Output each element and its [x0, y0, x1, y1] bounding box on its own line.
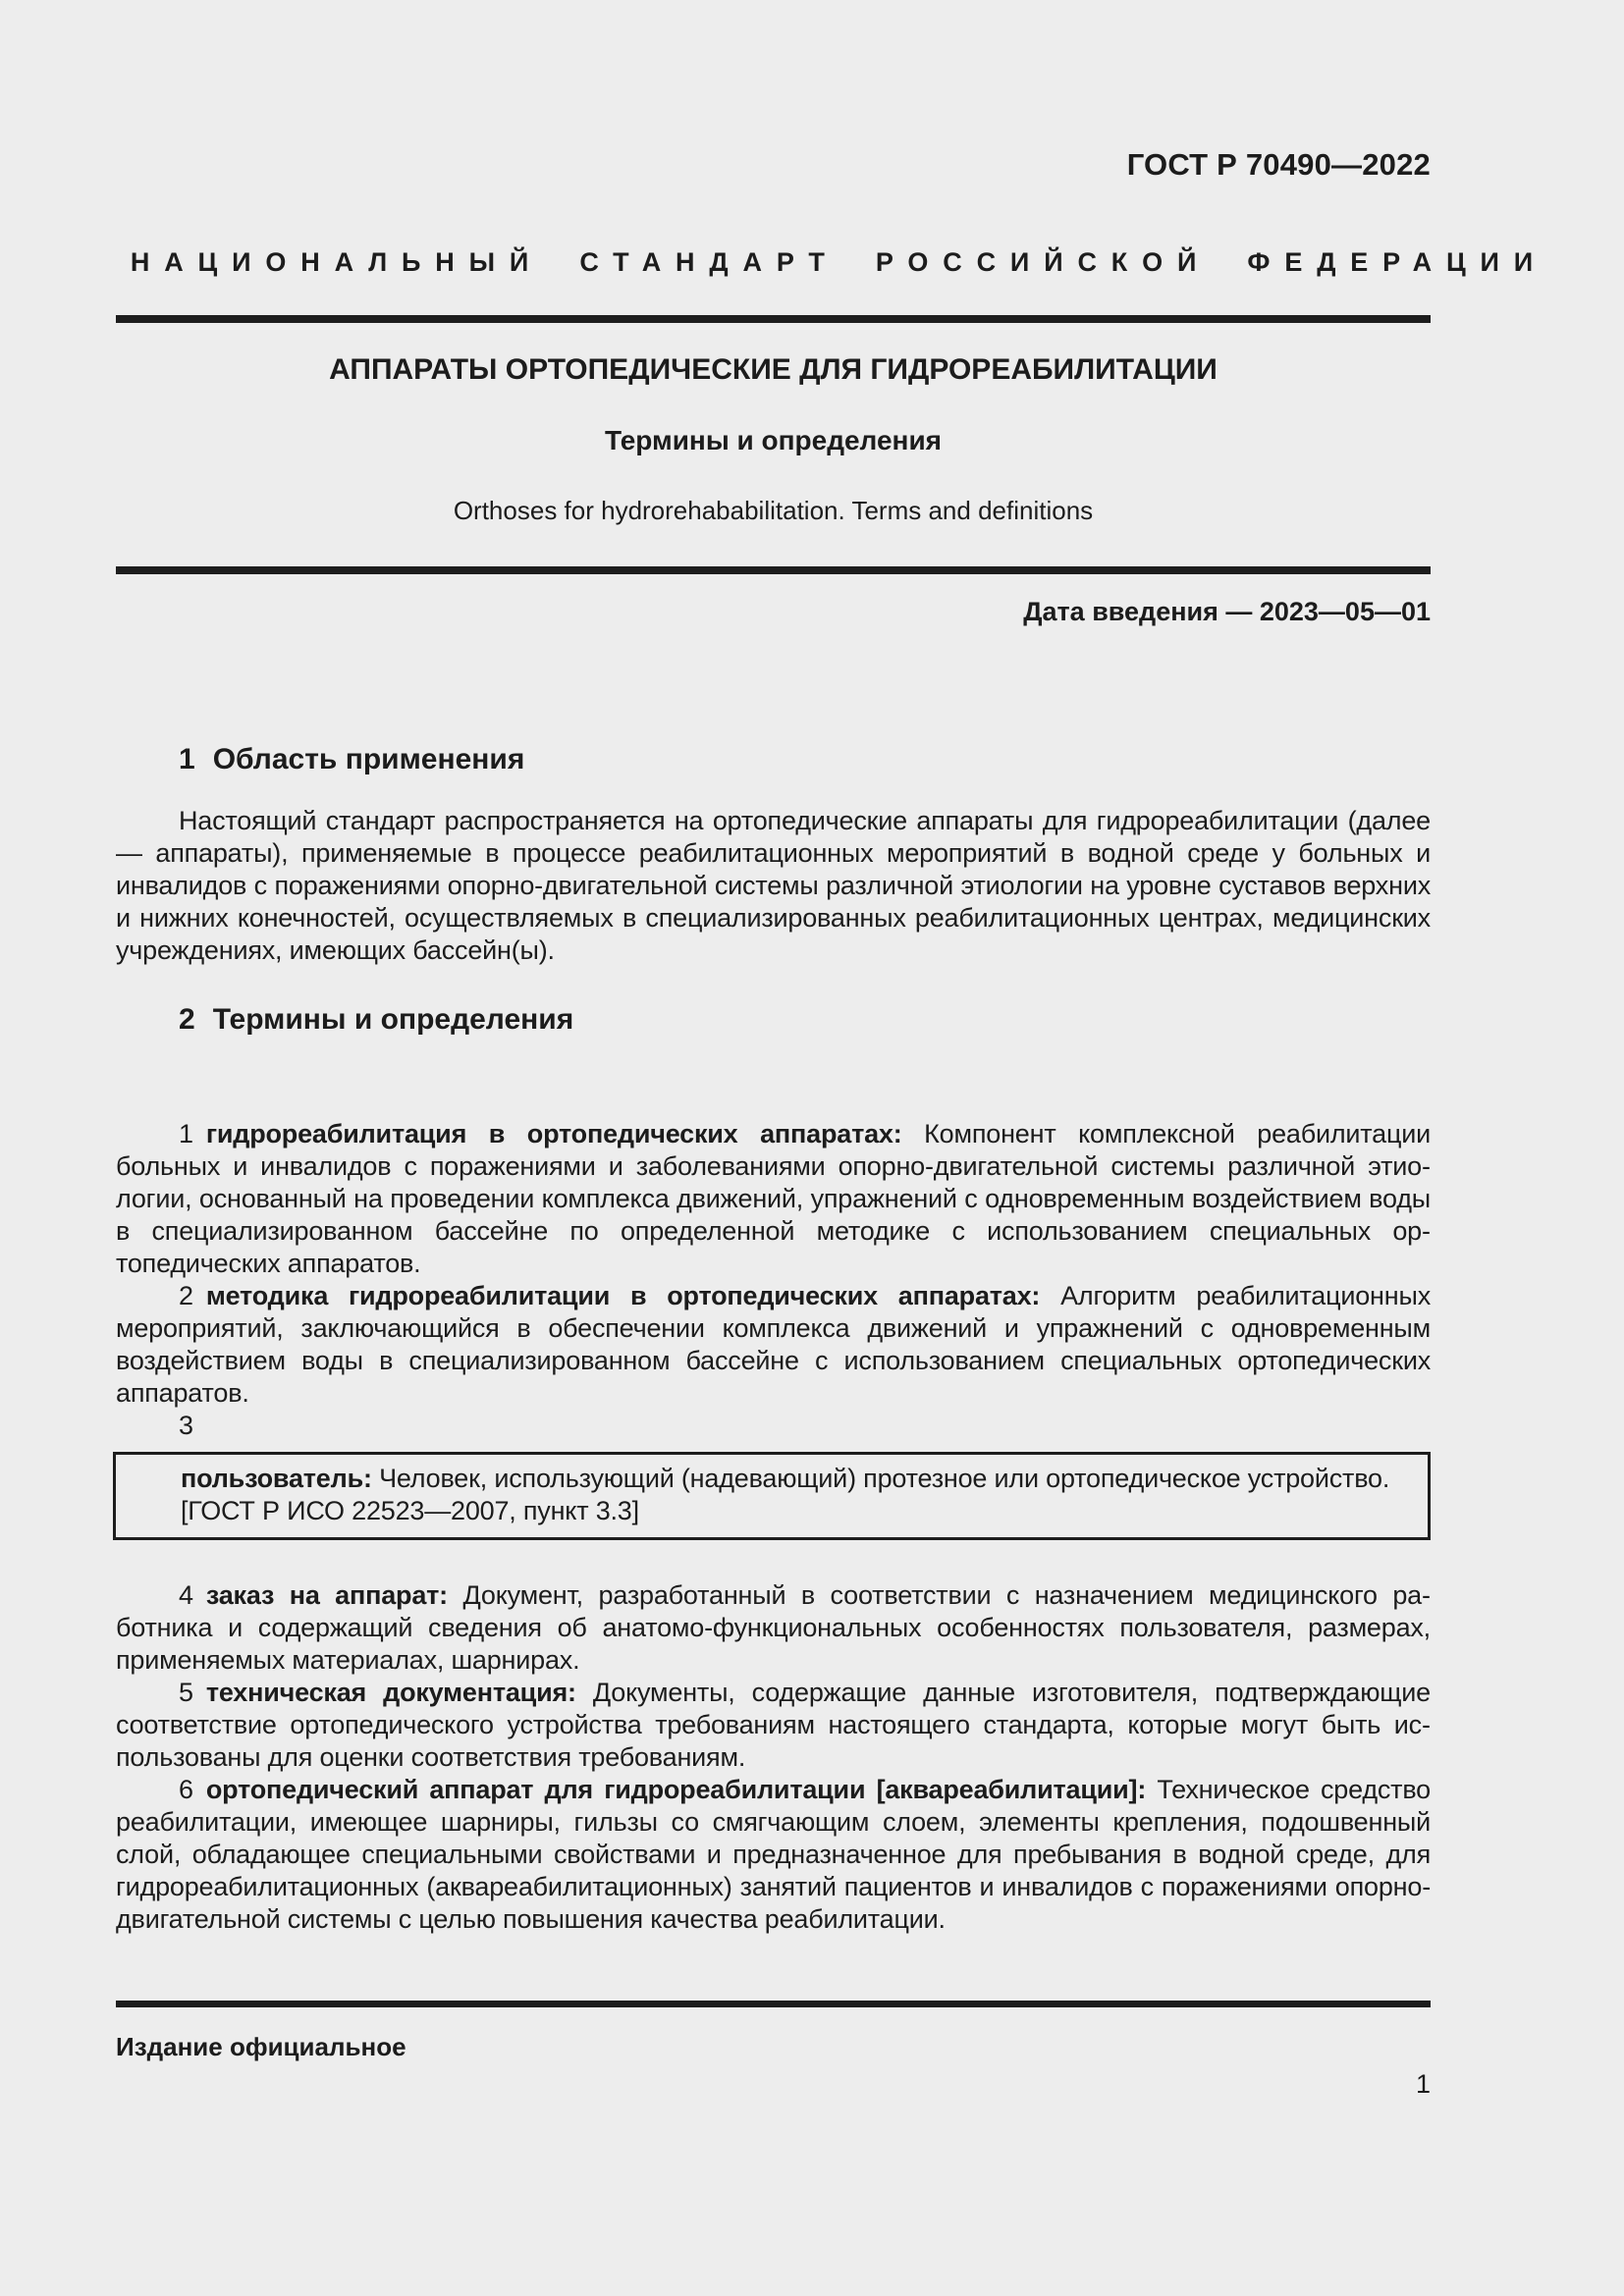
- section-1-title: Область применения: [212, 743, 525, 775]
- term-2-definition: Алгоритм реабилитационных мероприятий, заключающийся в обеспечении комплекса движений и упражнений с одновременным воздействием воды в специализированном бассейне с использованием специальных ортопедических аппаратов.: [116, 1281, 1431, 1408]
- section-1-heading: [116, 742, 1431, 777]
- scope-paragraph: Настоящий стандарт распространяется на ортопедические аппараты для гидрореабилитации (далее — аппараты), применяемые в процессе реабилитационных мероприятий в водной среде у больных и инвалидов с поражениями опорно-двигательной системы различной этиологии на уровне суставов верхних и нижних конечностей, осуществляемых в специализированных реабилитационных центрах, медицинских учреждениях, имеющих бассейн(ы).: [116, 806, 1431, 965]
- quoted-term-source: [ГОСТ Р ИСО 22523—2007, пункт 3.3]: [181, 1496, 639, 1525]
- document-body: [116, 742, 1431, 1936]
- term-4-number: 4: [179, 1580, 193, 1610]
- term-4-label: заказ на аппарат:: [205, 1580, 448, 1610]
- divider-rule-mid: [116, 566, 1431, 574]
- term-paragraph-1: [116, 1118, 1431, 1280]
- doc-subtitle-english: Orthoses for hydrorehababilitation. Terms and definitions: [453, 496, 1094, 525]
- term-5-definition: Документы, содержащие данные изготовителя, подтверждающие соответствие ортопедического устройства требованиям настоящего стандарта, которые могут быть использованы для оценки соответствия требованиям.: [116, 1678, 1431, 1772]
- term-1-number: 1: [179, 1119, 193, 1148]
- term-paragraph-2: [116, 1280, 1431, 1410]
- term-4-definition: Документ, разработанный в соответствии с назначением медицинского работника и содержащий сведения об анатомо-функциональных особенностях пользователя, размерах, применяемых материалах, шарнирах.: [116, 1580, 1431, 1675]
- footer-rule: [116, 2001, 1431, 2007]
- term-6-number: 6: [179, 1775, 193, 1804]
- term-5-label: техническая документация:: [205, 1678, 576, 1707]
- term-3-number: 3: [179, 1411, 193, 1440]
- term-2-number: 2: [179, 1281, 193, 1310]
- term-paragraph-4: [116, 1579, 1431, 1677]
- term-5-number: 5: [179, 1678, 193, 1707]
- term-1-label: гидрореабилитация в ортопедических аппаратах:: [205, 1119, 902, 1148]
- term-6-label: ортопедический аппарат для гидрореабилитации [аквареабилитации]:: [205, 1775, 1147, 1804]
- page-number: 1: [1415, 2069, 1431, 2099]
- term-2-label: методика гидрореабилитации в ортопедических аппаратах:: [205, 1281, 1041, 1310]
- term-1-definition: Компонент комплексной реабилитации больных и инвалидов с поражениями и заболеваниями опорно-двигательной системы различной этиологии, основанный на проведении комплекса движений, упражнений с одновременным воздействием воды в специализированном бассейне по определенной методике с использованием специальных ортопедических аппаратов.: [116, 1119, 1431, 1278]
- section-2-title: Термины и определения: [212, 1003, 574, 1036]
- quoted-term-label: пользователь:: [181, 1464, 372, 1493]
- edition-note: Издание официальное: [116, 2032, 406, 2061]
- national-standard-banner: НАЦИОНАЛЬНЫЙ СТАНДАРТ РОССИЙСКОЙ ФЕДЕРАЦИИ: [130, 247, 1548, 277]
- quoted-term-paragraph: [132, 1463, 1412, 1495]
- quoted-term-box: [113, 1452, 1431, 1540]
- introduction-date: Дата введения — 2023—05—01: [1023, 597, 1431, 626]
- term-paragraph-5: [116, 1677, 1431, 1774]
- section-2-heading: [116, 1002, 1431, 1038]
- term-paragraph-6: [116, 1774, 1431, 1936]
- doc-number: ГОСТ Р 70490—2022: [1126, 147, 1431, 182]
- divider-rule-top: [116, 315, 1431, 323]
- term-6-definition: Техническое средство реабилитации, имеющее шарниры, гильзы со смягчающим слоем, элементы крепления, подошвенный слой, обладающее специальными свойствами и предназначенное для пребывания в водной среде, для гидрореабилитационных (аквареабилитационных) занятий пациентов и инвалидов с поражениями опорно-двигательной системы с целью повышения качества реабилитации.: [116, 1775, 1431, 1934]
- doc-subtitle: Термины и определения: [604, 425, 943, 455]
- quoted-term-definition: Человек, использующий (надевающий) протезное или ортопедическое устройство.: [379, 1464, 1390, 1493]
- section-2-number: 2: [179, 1003, 195, 1036]
- doc-title: АППАРАТЫ ОРТОПЕДИЧЕСКИЕ ДЛЯ ГИДРОРЕАБИЛИТАЦИИ: [329, 353, 1218, 386]
- section-1-number: 1: [179, 743, 195, 775]
